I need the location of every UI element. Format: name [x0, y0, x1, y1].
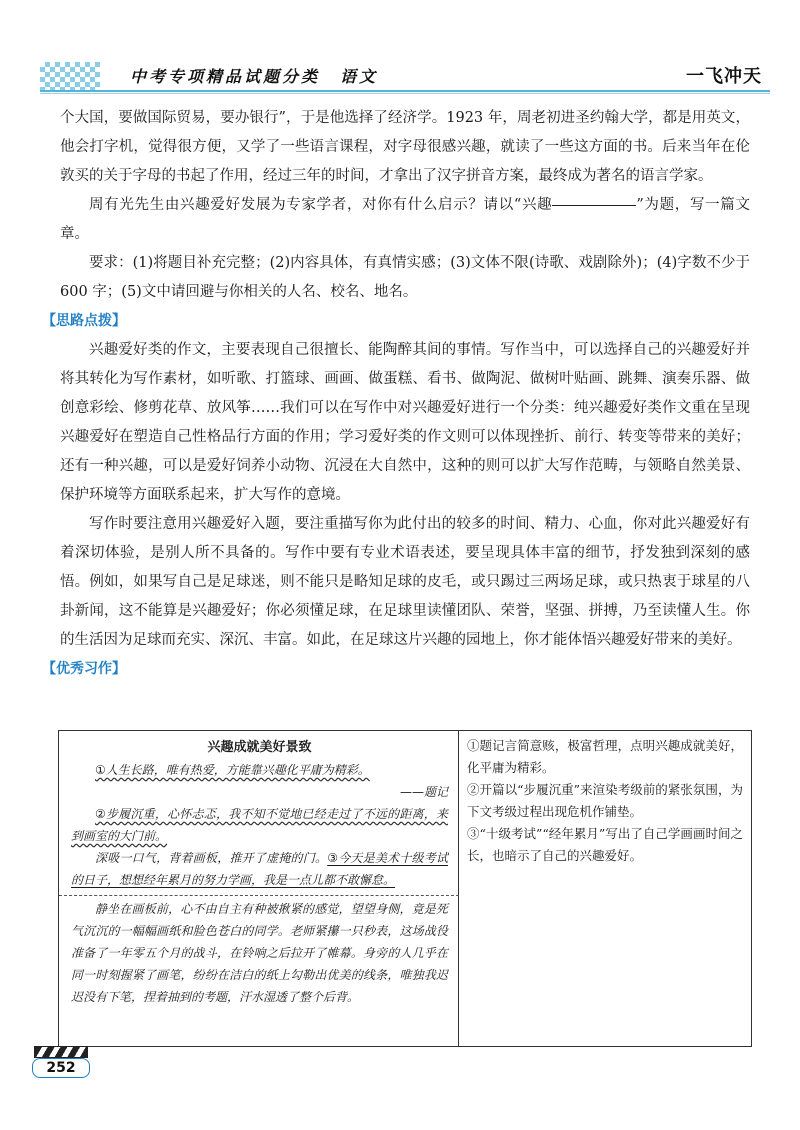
commentary-column — [459, 731, 751, 1046]
epigraph-signature: ——题记 — [399, 785, 448, 799]
paragraph-requirements: 要求：(1)将题目补充完整；(2)内容具体，有真情实感；(3)文体不限(诗歌、戏剧除外)；(4)字数不少于 600 字；(5)文中请回避与你相关的人名、校名、地名。 — [60, 255, 750, 300]
header-checker-decoration — [40, 62, 100, 92]
header-title — [130, 64, 378, 87]
comment-1: ①题记言简意赅，极富哲理，点明兴趣成就美好，化平庸为精彩。 — [467, 738, 743, 775]
comment-2: ②开篇以“步履沉重”来渲染考级前的紧张氛围，为下文考级过程出现危机作铺垫。 — [467, 782, 743, 819]
paragraph-1: 个大国，要做国际贸易，要办银行”，于是他选择了经济学。1923 年，周老初进圣约翰大学，都是用英文，他会打字机，觉得很方便，又学了一些语言课程，对字母很感兴趣，就读了一些这方面的书。后来当年在伦敦买的关于字母的书起了作用，经过三年的时间，才拿出了汉字拼音方案，最终成为著名的语言学家。 — [60, 110, 750, 184]
essay-p2-text-b: ③今天是美术十级考试的日子，想想经年累月的努力学画，我是一点儿都不敢懈怠。 — [71, 851, 448, 887]
page-body — [42, 104, 750, 684]
page-header — [40, 58, 770, 94]
essay-epigraph — [71, 759, 448, 781]
header-rule-thin — [40, 93, 770, 94]
header-rule — [40, 90, 770, 92]
book-title: 中考专项精品试题分类 — [130, 67, 321, 86]
page-number: 252 — [32, 1058, 90, 1078]
essay-paragraph-2 — [71, 847, 448, 891]
essay-paragraph-1 — [71, 803, 448, 847]
section-tag-thinking: 【思路点拨】 — [42, 313, 126, 329]
clapperboard-icon — [34, 1046, 88, 1058]
section-tag-essay: 【优秀习作】 — [42, 661, 126, 677]
subject-label: 语文 — [340, 67, 379, 86]
essay-paragraph-3: 静坐在画板前，心不由自主有种被揪紧的感觉，望望身侧，竟是死气沉沉的一幅幅画纸和脸色苍白的同学。老师紧攥一只秒表，这场战役准备了一年零五个月的战斗，在铃响之后拉开了帷幕。身旁的人几乎在同一时刻握紧了画笔，纷纷在洁白的纸上勾勒出优美的线条，唯独我迟迟没有下笔，捏着抽到的考题，汗水湿透了整个后背。 — [71, 902, 448, 1004]
essay-p2-text-a: 深吸一口气，背着画板，推开了虚掩的门。 — [95, 851, 328, 865]
page-footer — [30, 1044, 90, 1078]
paragraph-thinking-2: 写作时要注意用兴趣爱好入题，要注重描写你为此付出的较多的时间、精力、心血，你对此兴趣爱好有着深切体验，是别人所不具备的。写作中要有专业术语表述，要呈现具体丰富的细节，抒发独到深刻的感悟。例如，如果写自己是足球迷，则不能只是略知足球的皮毛，或只踢过三两场足球，或只热衷于球星的八卦新闻，这不能算是兴趣爱好；你必须懂足球，在足球里读懂团队、荣誉，坚强、拼搏，乃至读懂人生。你的生活因为足球而充实、深沉、丰富。如此，在足球这片兴趣的园地上，你才能体悟兴趣爱好带来的美好。 — [60, 516, 750, 648]
comment-3: ③“十级考试”“经年累月”写出了自己学画画时间之长，也暗示了自己的兴趣爱好。 — [467, 826, 743, 863]
essay-column — [59, 731, 459, 1046]
essay-divider — [59, 895, 459, 896]
paragraph-thinking-1: 兴趣爱好类的作文，主要表现自己很擅长、能陶醉其间的事情。写作当中，可以选择自己的兴趣爱好并将其转化为写作素材，如听歌、打篮球、画画、做蛋糕、看书、做陶泥、做树叶贴画、跳舞、演奏乐器、做创意彩绘、修剪花草、放风筝……我们可以在写作中对兴趣爱好进行一个分类：纯兴趣爱好类作文重在呈现兴趣爱好在塑造自己性格品行方面的作用；学习爱好类的作文则可以体现挫折、前行、转变等带来的美好；还有一种兴趣，可以是爱好饲养小动物、沉浸在大自然中，这种的则可以扩大写作范畴，与领略自然美景、保护环境等方面联系起来，扩大写作的意境。 — [60, 342, 750, 503]
prompt-text-a: 周有光先生由兴趣爱好发展为专家学者，对你有什么启示？请以“兴趣 — [89, 197, 553, 213]
brand-logo: 一飞冲天 — [686, 66, 762, 87]
paragraph-prompt — [60, 191, 750, 249]
essay-p1-text: ②步履沉重，心怀忐忑，我不知不觉地已经走过了不远的距离，来到画室的大门前。 — [71, 807, 448, 843]
title-blank — [552, 204, 636, 206]
prompt-text-b: ”为题，写一篇文章。 — [60, 197, 750, 242]
sample-essay-table — [58, 730, 752, 1047]
epigraph-text: ①人生长路，唯有热爱，方能靠兴趣化平庸为精彩。 — [95, 763, 370, 777]
essay-title: 兴趣成就美好景致 — [207, 740, 312, 755]
